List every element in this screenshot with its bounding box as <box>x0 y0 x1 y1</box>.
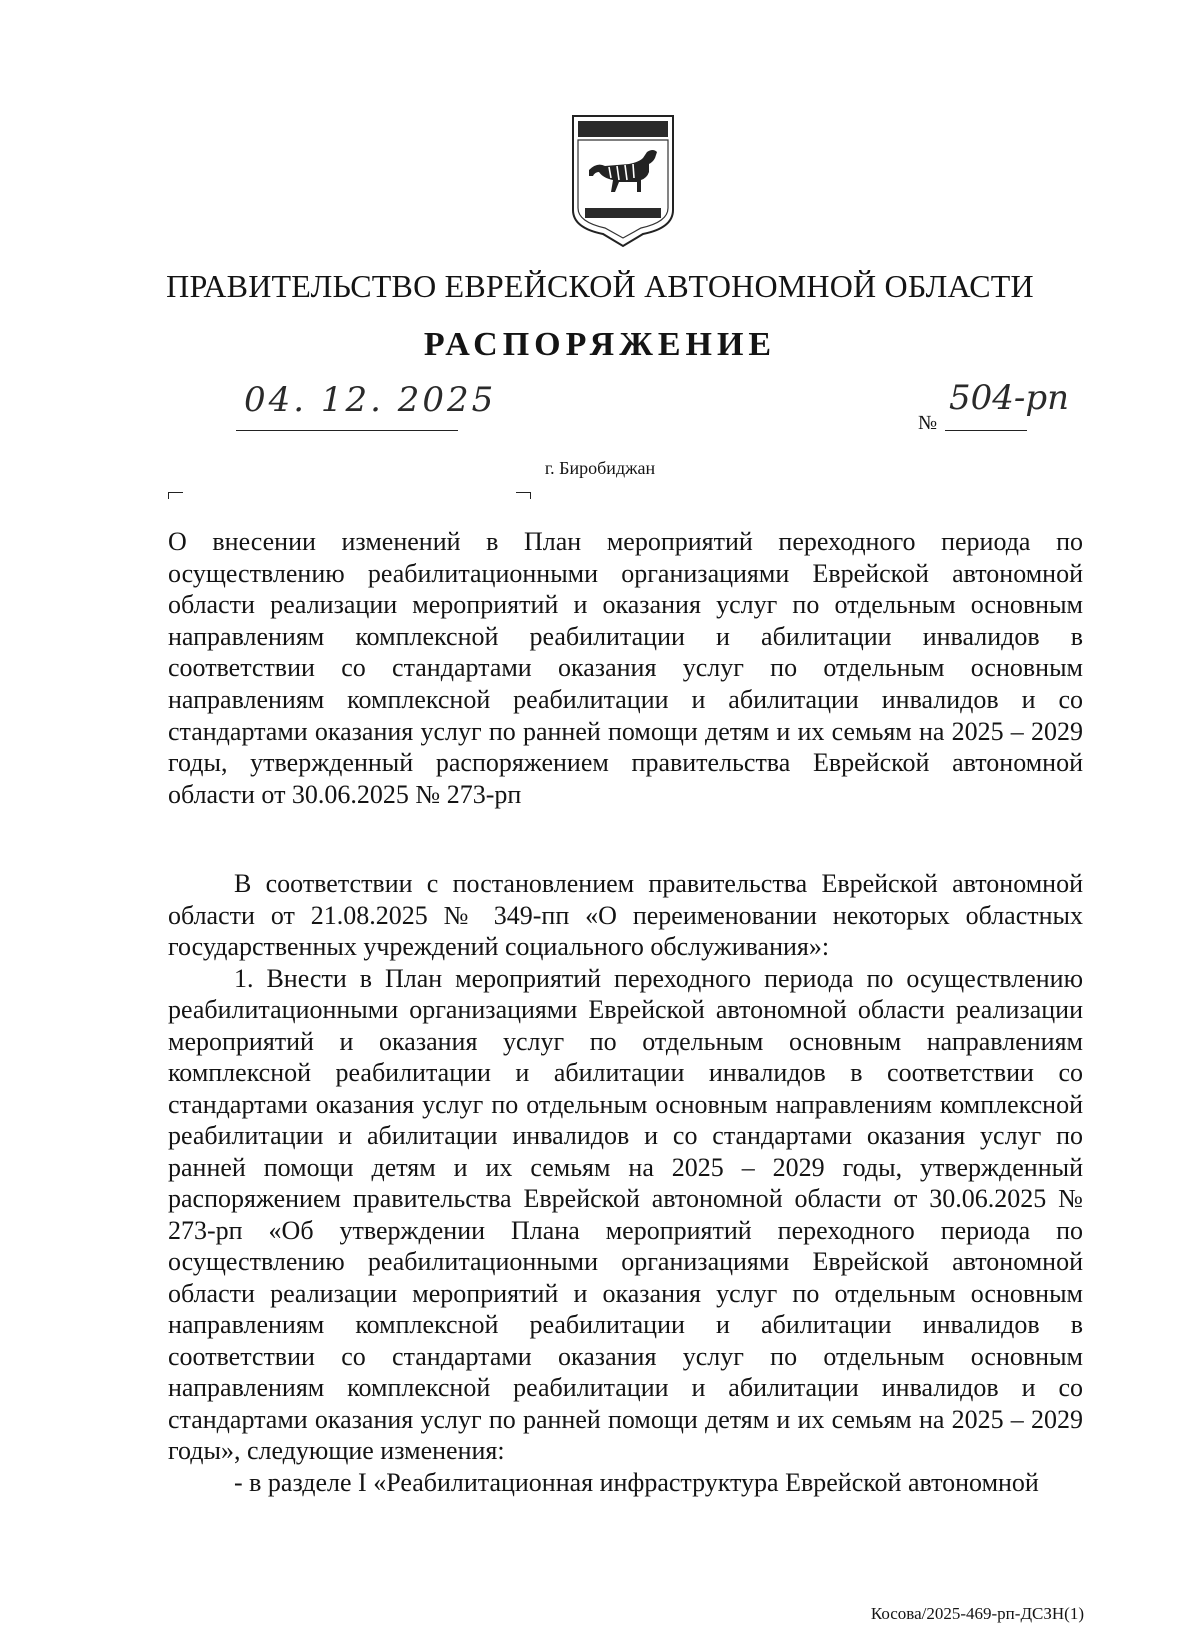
item-1-sub-paragraph: - в разделе I «Реабилитационная инфраструктура Еврейской автономной <box>234 1467 1039 1497</box>
number-label: № <box>918 412 938 434</box>
city: г. Биробиджан <box>544 458 656 478</box>
preamble-paragraph: В соответствии с постановлением правительства Еврейской автономной области от 21.08.2025 № 349-пп «О переименовании некоторых областных государственных учреждений социального обслуживания»: <box>168 869 1083 961</box>
number-field <box>945 378 1070 431</box>
subject-bracket-right <box>516 492 531 499</box>
document-subject: О внесении изменений в План мероприятий переходного периода по осуществлению реабилитационными организациями Еврейской автономной области реализации мероприятий и оказания услуг по отдельным основным направлениям комплексной реабилитации и абилитации инвалидов в соответствии со стандартами оказания услуг по отдельным основным направлениям комплексной реабилитации и абилитации инвалидов и со стандартами оказания услуг по ранней помощи детям и их семьям на 2025 – 2029 годы, утвержденный распоряжением правительства Еврейской автономной области от 30.06.2025 № 273-рп <box>168 527 1083 809</box>
subject-bracket-left <box>168 492 183 499</box>
government-name: ПРАВИТЕЛЬСТВО ЕВРЕЙСКОЙ АВТОНОМНОЙ ОБЛАСТИ <box>166 268 1034 304</box>
document-body <box>168 868 1083 1498</box>
coat-of-arms-tiger-icon <box>569 112 677 250</box>
number-handwritten: 504-рп <box>949 378 1070 418</box>
date-handwritten: 04. 12. 2025 <box>244 380 497 420</box>
date-field <box>236 378 497 431</box>
document-type: РАСПОРЯЖЕНИЕ <box>423 326 777 363</box>
item-1-paragraph: 1. Внести в План мероприятий переходного периода по осуществлению реабилитационными организациями Еврейской автономной области реализации мероприятий и оказания услуг по отдельным основным направлениям комплексной реабилитации и абилитации инвалидов в соответствии со стандартами оказания услуг по отдельным основным направлениям комплексной реабилитации и абилитации инвалидов и со стандартами оказания услуг по ранней помощи детям и их семьям на 2025 – 2029 годы, утвержденный распоряжением правительства Еврейской автономной области от 30.06.2025 № 273-рп «Об утверждении Плана мероприятий переходного периода по осуществлению реабилитационными организациями Еврейской автономной области реализации мероприятий и оказания услуг по отдельным основным направлениям комплексной реабилитации и абилитации инвалидов в соответствии со стандартами оказания услуг по отдельным основным направлениям комплексной реабилитации и абилитации инвалидов и со стандартами оказания услуг по ранней помощи детям и их семьям на 2025 – 2029 годы», следующие изменения: <box>168 963 1083 1465</box>
footer-code: Косова/2025-469-рп-ДСЗН(1) <box>870 1604 1084 1623</box>
